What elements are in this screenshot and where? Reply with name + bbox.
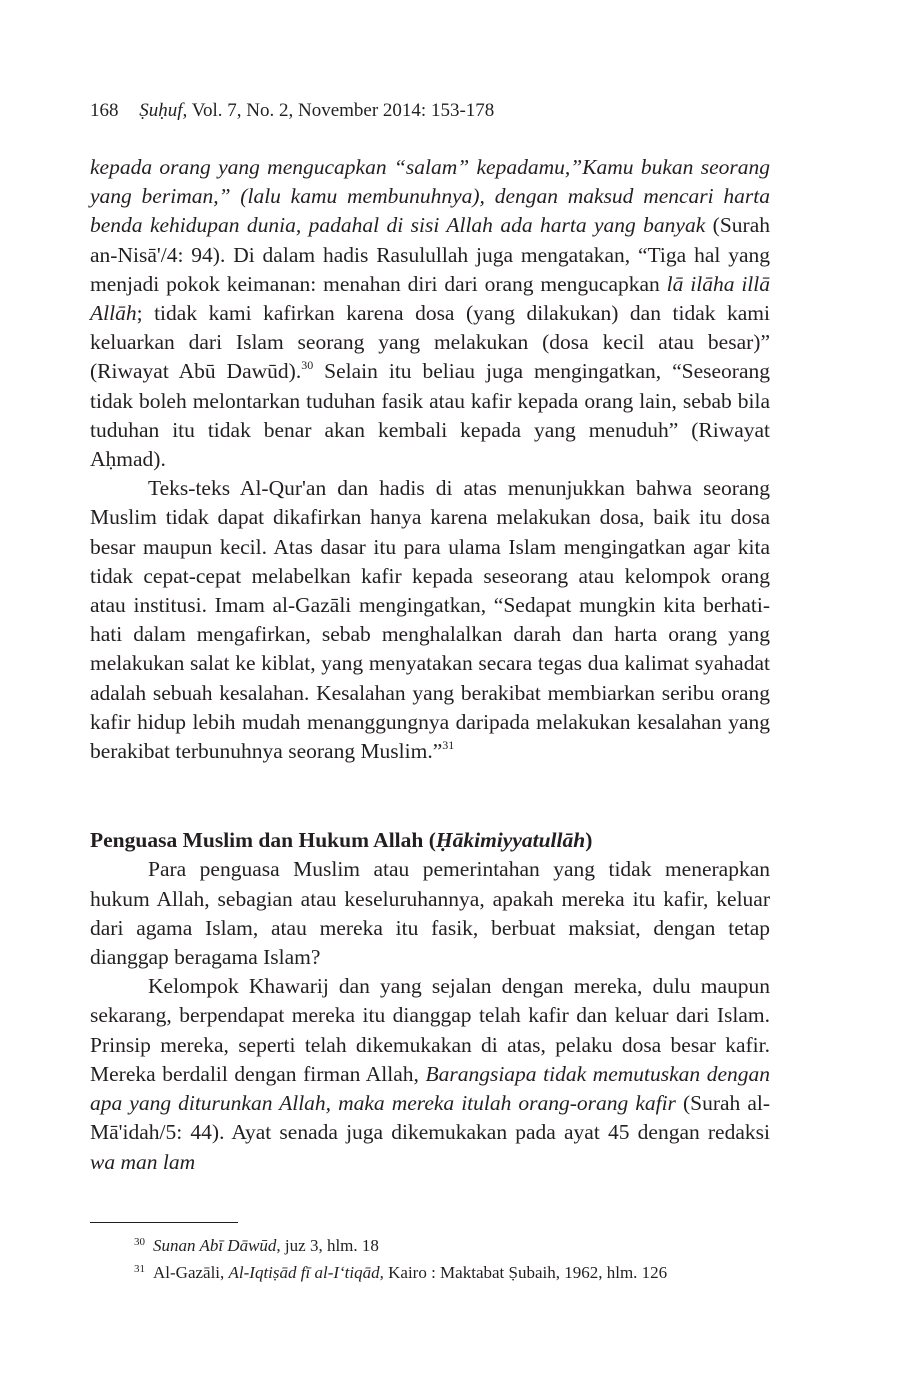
footnote-text: Kairo : Maktabat Ṣubaih, 1962, hlm. 126: [383, 1263, 668, 1282]
text-run: (Surah an-Nisā'/4: 94). Di dalam hadis Rasulullah juga mengatakan, “Tiga hal yang menjadi pokok keimanan: menahan diri dari orang mengucapkan: [90, 213, 770, 296]
page-number: 168: [90, 100, 119, 121]
journal-issue: Vol. 7, No. 2, November 2014: 153-178: [191, 100, 495, 121]
heading-term: Ḥākimiyyatullāh: [435, 828, 586, 853]
quran-quote: kepada orang yang mengucapkan “salam” kepadamu,”Kamu bukan seorang yang beriman,” (lalu kamu membunuhnya), dengan maksud mencari harta benda kehidupan dunia, padahal di sisi Allah ada harta yang banyak: [90, 155, 770, 238]
section-spacer: [90, 766, 770, 826]
paragraph-1: [90, 153, 770, 474]
footnote-title: Sunan Abī Dāwūd: [153, 1236, 277, 1255]
footnote-ref-30[interactable]: 30: [301, 358, 314, 373]
text-run: ; tidak kami kafirkan karena dosa (yang dilakukan) dan tidak kami keluarkan dari Islam seorang yang melakukan (dosa kecil atau besar)” (Riwayat Abū Dawūd).: [90, 301, 770, 384]
heading-text: Penguasa Muslim dan Hukum Allah (: [90, 828, 436, 853]
running-header: [90, 99, 494, 123]
arabic-phrase: wa man lam: [90, 1149, 196, 1174]
footnote-number: 30: [134, 1236, 145, 1248]
shahada-phrase: lā ilāha illā Allāh: [90, 271, 770, 326]
footnote-title: Al-Iqtiṣād fī al-I‘tiqād,: [228, 1263, 384, 1282]
text-run: Teks-teks Al-Qur'an dan hadis di atas menunjukkan bahwa seorang Muslim tidak dapat dikafirkan hanya karena melakukan dosa, baik itu dosa besar maupun kecil. Atas dasar itu para ulama Islam mengingatkan agar kita tidak cepat-cepat melabelkan kafir kepada seseorang atau kelompok orang atau institusi. Imam al-Gazāli mengingatkan, “Sedapat mungkin kita berhati-hati dalam mengafirkan, sebab menghalalkan darah dan harta orang yang melakukan salat ke kiblat, yang menyatakan secara tegas dua kalimat syahadat adalah sebuah kesalahan. Kesalahan yang berakibat membiarkan seribu orang kafir hidup lebih mudah menanggungnya daripada melakukan kesalahan yang berakibat terbunuhnya seorang Muslim.”: [90, 476, 770, 764]
quran-quote: Barangsiapa tidak memutuskan dengan apa yang diturunkan Allah, maka mereka itulah orang-orang kafir: [90, 1061, 770, 1116]
footnote-number: 31: [134, 1263, 145, 1275]
section-heading: [90, 826, 770, 855]
paragraph-3: [90, 855, 770, 972]
text-run: (Surah al-Mā'idah/5: 44). Ayat senada juga dikemukakan pada ayat 45 dengan redaksi: [90, 1091, 770, 1145]
paragraph-2: [90, 474, 770, 766]
heading-close: ): [585, 828, 593, 853]
footnote-30: [90, 1232, 770, 1259]
paragraph-4: [90, 972, 770, 1176]
footnote-31: [90, 1259, 770, 1286]
footnote-text: , juz 3, hlm. 18: [276, 1236, 379, 1255]
footnotes: [90, 1232, 770, 1286]
text-run: Selain itu beliau juga mengingatkan, “Seseorang tidak boleh melontarkan tuduhan fasik atau kafir kepada orang lain, sebab bila tuduhan itu tidak benar akan kembali kepada yang menuduh” (Riwayat Aḥmad).: [90, 359, 770, 472]
text-run: Para penguasa Muslim atau pemerintahan yang tidak menerapkan hukum Allah, sebagian atau keseluruhannya, apakah mereka itu kafir, keluar dari agama Islam, atau mereka itu fasik, berbuat maksiat, dengan tetap dianggap beragama Islam?: [90, 857, 770, 970]
body-text: [90, 153, 770, 1177]
journal-title: Ṣuḥuf,: [139, 100, 188, 121]
footnote-divider: [90, 1222, 238, 1223]
footnote-author: Al-Gazāli,: [153, 1263, 229, 1282]
footnote-ref-31[interactable]: 31: [442, 738, 455, 753]
text-run: Kelompok Khawarij dan yang sejalan dengan mereka, dulu maupun sekarang, berpendapat mereka itu dianggap telah kafir dan keluar dari Islam. Prinsip mereka, seperti telah dikemukakan di atas, pelaku dosa besar kafir. Mereka berdalil dengan firman Allah,: [90, 974, 770, 1086]
